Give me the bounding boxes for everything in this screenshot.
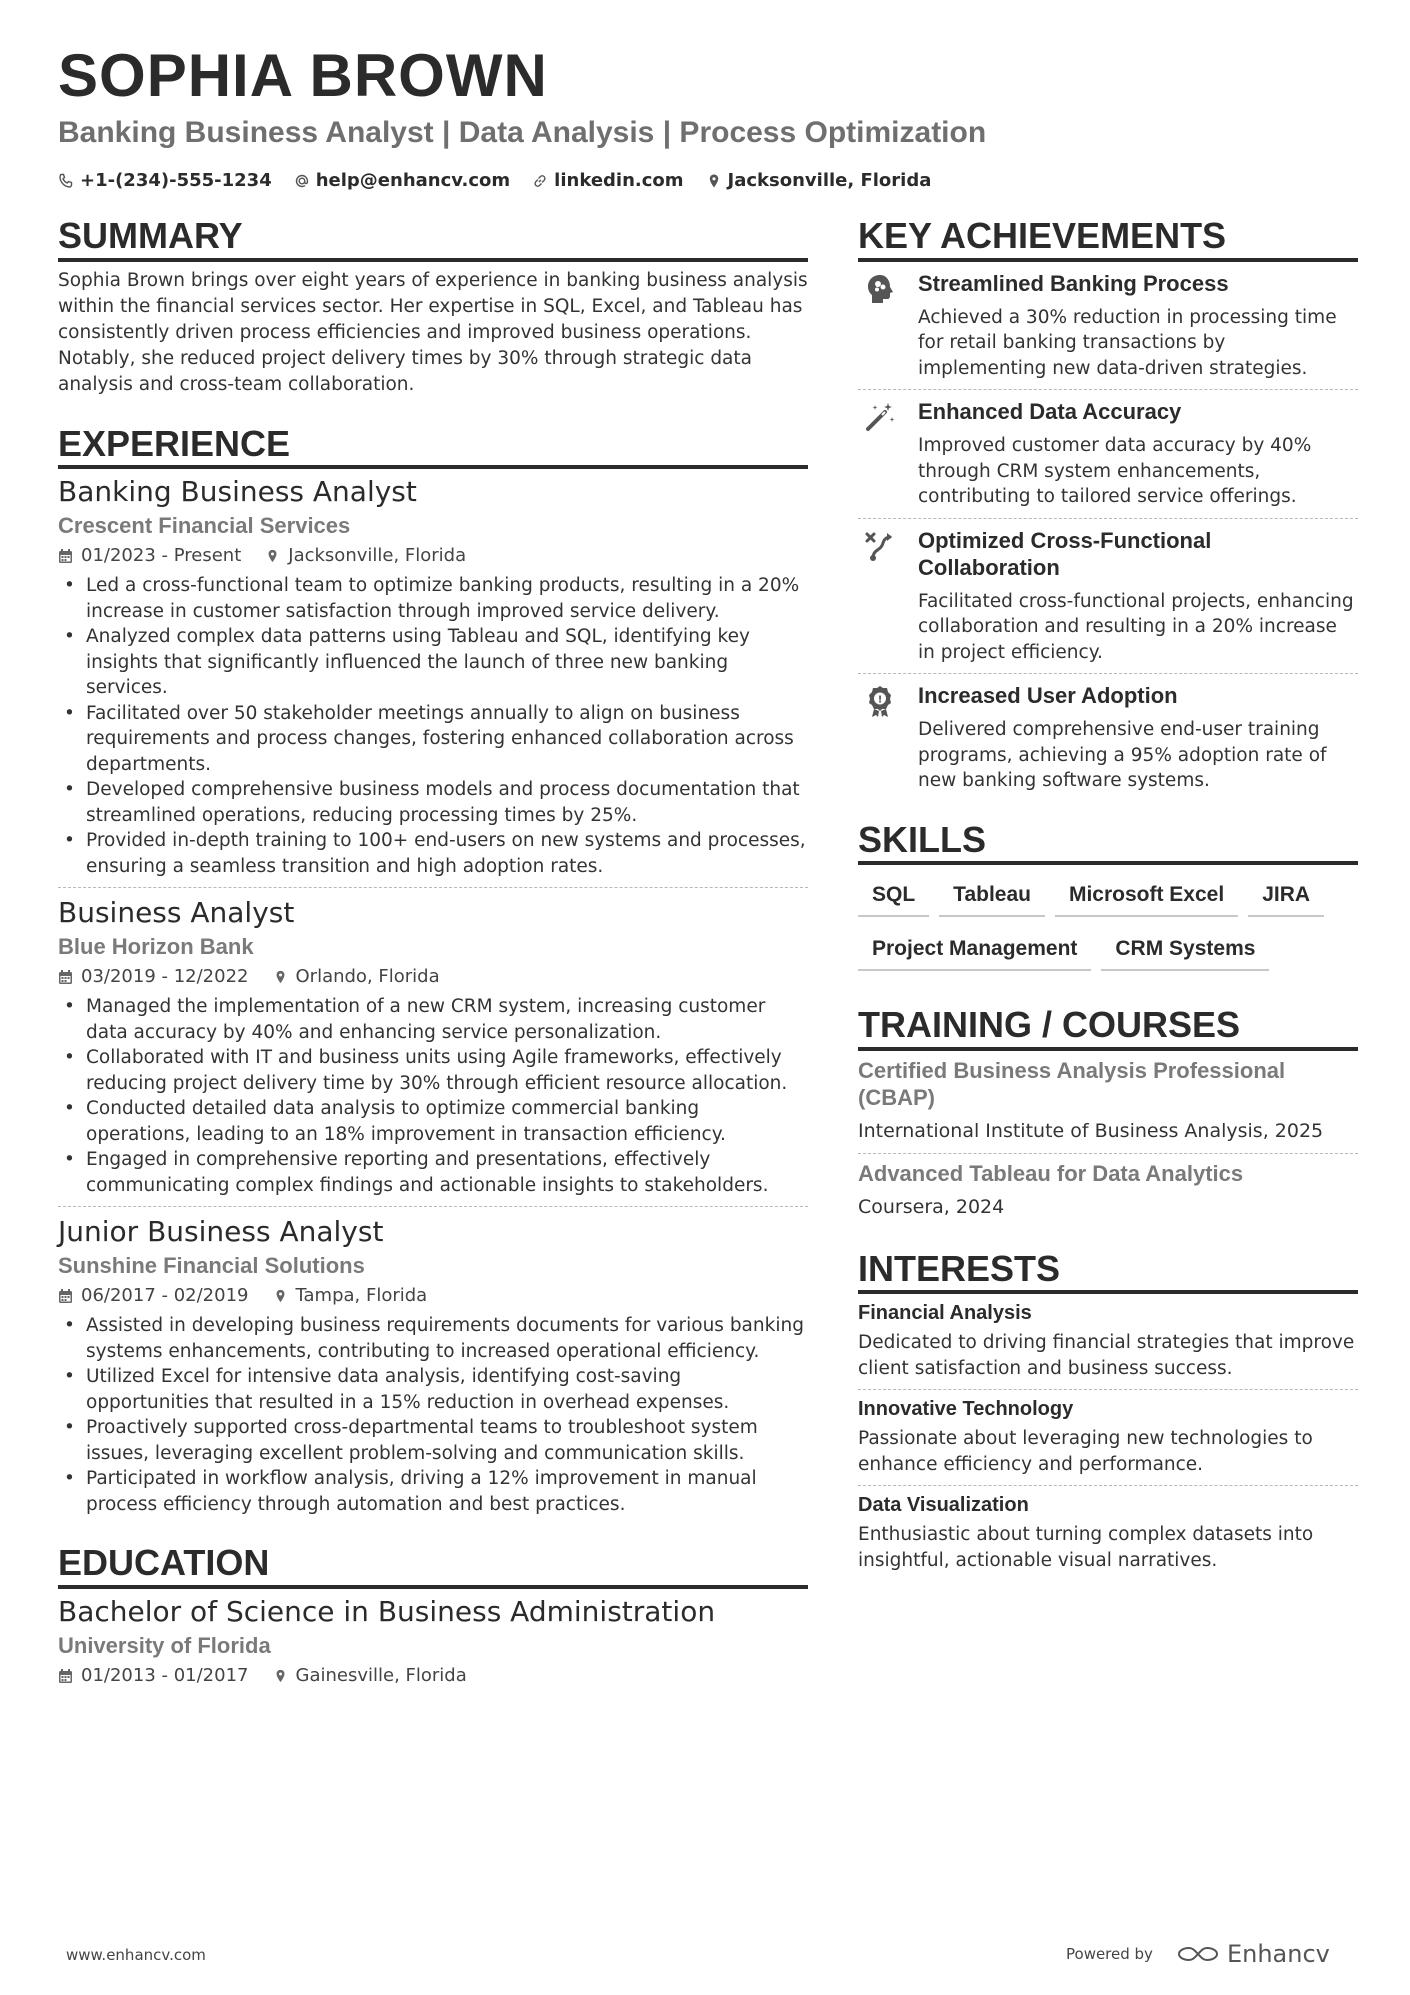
skills-section	[858, 820, 1358, 972]
skills-list	[858, 879, 1358, 971]
summary-section	[58, 216, 808, 398]
calendar-icon	[58, 1668, 73, 1684]
job-bullet: • Participated in workflow analysis, driving a 12% improvement in manual process efficiency through automation and best practices.	[58, 1466, 808, 1517]
course-title: Certified Business Analysis Professional (CBAP)	[858, 1057, 1286, 1110]
course-title: Advanced Tableau for Data Analytics	[858, 1160, 1244, 1186]
training-heading: TRAINING / COURSES	[858, 1005, 1358, 1051]
job-company: Crescent Financial Services	[58, 513, 351, 539]
location-pin-icon	[273, 969, 288, 985]
job-dates	[58, 962, 249, 992]
powered-by-label: Powered by	[1066, 1945, 1153, 1963]
calendar-icon	[58, 1288, 73, 1304]
calendar-icon	[58, 969, 73, 985]
job-location	[265, 541, 466, 571]
achievement-desc: Facilitated cross-functional projects, enhancing collaboration and resulting in a 20% increase in project efficiency.	[918, 590, 1354, 663]
achievements-section	[858, 216, 1358, 802]
interest-desc: Enthusiastic about turning complex datasets into insightful, actionable visual narratives.	[858, 1524, 1314, 1571]
achievement-body	[918, 270, 1358, 382]
location-pin-icon	[706, 173, 722, 189]
interest-desc: Dedicated to driving financial strategies that improve client satisfaction and business success.	[858, 1332, 1355, 1379]
interest-title: Financial Analysis	[858, 1302, 1032, 1325]
skill-tag: CRM Systems	[1101, 933, 1269, 971]
job-location-text: Orlando, Florida	[295, 966, 440, 988]
education-entry	[58, 1589, 808, 1691]
location-pin-icon	[273, 1668, 288, 1684]
course-item	[858, 1153, 1358, 1229]
summary-heading: SUMMARY	[58, 216, 808, 262]
summary-text: Sophia Brown brings over eight years of experience in banking business analysis within the financial services sector. Her expertise in SQL, Excel, and Tableau has consistently driven process efficiencies and improved business operations. Notably, she reduced project delivery times by 30% through strategic data analysis and cross-team collaboration.	[58, 269, 808, 395]
skill-tag: Project Management	[858, 933, 1091, 971]
achievement-title: Enhanced Data Accuracy	[918, 399, 1182, 425]
left-column	[58, 216, 808, 1691]
job-bullet: • Facilitated over 50 stakeholder meetings annually to align on business requirements and process changes, fostering enhanced collaboration across departments.	[58, 701, 808, 778]
experience-section	[58, 424, 808, 1518]
head-brain-icon	[863, 272, 897, 306]
achievement-icon-wrap	[858, 527, 902, 666]
job-title: Banking Business Analyst	[58, 475, 417, 509]
skill-tag: JIRA	[1248, 879, 1324, 917]
brand-name: Enhancv	[1226, 1940, 1330, 1968]
contact-location-text: Jacksonville, Florida	[727, 170, 932, 191]
course-item	[858, 1051, 1358, 1153]
achievement-item	[858, 518, 1358, 674]
achievement-body	[918, 527, 1358, 666]
training-section	[858, 1005, 1358, 1229]
job-bullet: • Led a cross-functional team to optimize banking products, resulting in a 20% increase in customer satisfaction through improved service delivery.	[58, 573, 808, 624]
job-bullet: • Utilized Excel for intensive data analysis, identifying cost-saving opportunities that resulted in a 15% reduction in overhead expenses.	[58, 1364, 808, 1415]
brand-logo[interactable]	[1175, 1940, 1330, 1968]
job-location	[273, 962, 440, 992]
achievement-item	[858, 262, 1358, 390]
job-entry	[58, 887, 808, 1198]
magic-wand-icon	[863, 400, 897, 434]
skill-tag: Tableau	[939, 879, 1045, 917]
job-dates-text: 03/2019 - 12/2022	[81, 966, 249, 988]
contact-phone[interactable]	[58, 170, 272, 191]
education-degree: Bachelor of Science in Business Administration	[58, 1594, 716, 1628]
job-bullets	[58, 1313, 808, 1517]
interest-title: Data Visualization	[858, 1494, 1029, 1517]
interest-item	[858, 1389, 1358, 1485]
footer-url[interactable]: www.enhancv.com	[66, 1946, 206, 1964]
contact-linkedin[interactable]	[532, 170, 683, 191]
education-section	[58, 1543, 808, 1691]
job-bullet: • Collaborated with IT and business units using Agile frameworks, effectively reducing project delivery time by 30% through efficient resource allocation.	[58, 1045, 808, 1096]
interest-desc: Passionate about leveraging new technologies to enhance efficiency and performance.	[858, 1428, 1313, 1475]
achievement-desc: Improved customer data accuracy by 40% through CRM system enhancements, contributing to tailored service offerings.	[918, 435, 1312, 508]
education-dates-text: 01/2013 - 01/2017	[81, 1664, 249, 1686]
skills-heading: SKILLS	[858, 820, 1358, 866]
footer-powered-by	[1066, 1940, 1330, 1968]
achievement-item	[858, 673, 1358, 802]
job-location-text: Jacksonville, Florida	[288, 545, 467, 567]
job-company: Sunshine Financial Solutions	[58, 1253, 365, 1279]
education-location-text: Gainesville, Florida	[295, 1664, 467, 1686]
education-heading: EDUCATION	[58, 1543, 808, 1589]
job-title: Junior Business Analyst	[58, 1215, 384, 1249]
calendar-icon	[58, 548, 73, 564]
job-bullet: • Developed comprehensive business models and process documentation that streamlined operations, reducing processing times by 25%.	[58, 777, 808, 828]
location-pin-icon	[265, 548, 280, 564]
achievement-icon-wrap	[858, 682, 902, 794]
job-bullet: • Engaged in comprehensive reporting and presentations, effectively communicating complex findings and actionable insights to stakeholders.	[58, 1147, 808, 1198]
achievement-icon-wrap	[858, 270, 902, 382]
interest-item	[858, 1294, 1358, 1389]
job-dates	[58, 1281, 249, 1311]
education-location	[273, 1661, 467, 1691]
achievement-body	[918, 398, 1358, 510]
course-org: Coursera, 2024	[858, 1195, 1005, 1218]
contact-phone-text: +1-(234)-555-1234	[80, 170, 272, 191]
contact-email-text: help@enhancv.com	[315, 170, 511, 191]
contact-email[interactable]	[294, 170, 510, 191]
achievements-heading: KEY ACHIEVEMENTS	[858, 216, 1358, 262]
job-bullets	[58, 994, 808, 1198]
job-bullets	[58, 573, 808, 879]
achievement-body	[918, 682, 1358, 794]
enhancv-logo-icon	[1175, 1942, 1221, 1966]
location-pin-icon	[273, 1288, 288, 1304]
right-column	[858, 216, 1358, 1581]
job-bullet: • Analyzed complex data patterns using Tableau and SQL, identifying key insights that significantly influenced the launch of three new banking services.	[58, 624, 808, 701]
job-entry	[58, 469, 808, 879]
achievement-title: Increased User Adoption	[918, 683, 1178, 709]
education-meta	[58, 1661, 808, 1691]
skill-tag: Microsoft Excel	[1055, 879, 1238, 917]
candidate-name: SOPHIA BROWN	[58, 42, 548, 109]
skill-tag: SQL	[858, 879, 929, 917]
education-dates	[58, 1661, 249, 1691]
job-meta	[58, 962, 808, 992]
job-bullet: • Assisted in developing business requirements documents for various banking systems enhancements, contributing to increased operational efficiency.	[58, 1313, 808, 1364]
course-org: International Institute of Business Analysis, 2025	[858, 1119, 1324, 1142]
link-icon	[532, 173, 548, 189]
interests-heading: INTERESTS	[858, 1249, 1358, 1295]
phone-icon	[58, 173, 74, 189]
achievement-item	[858, 389, 1358, 518]
contact-linkedin-text: linkedin.com	[554, 170, 684, 191]
achievement-icon-wrap	[858, 398, 902, 510]
job-title: Business Analyst	[58, 896, 295, 930]
candidate-headline: Banking Business Analyst | Data Analysis | Process Optimization	[58, 116, 987, 149]
job-meta	[58, 1281, 808, 1311]
at-icon	[294, 173, 310, 189]
interest-title: Innovative Technology	[858, 1398, 1074, 1421]
job-bullet: • Proactively supported cross-departmental teams to troubleshoot system issues, leveraging excellent problem-solving and communication skills.	[58, 1415, 808, 1466]
job-bullet: • Conducted detailed data analysis to optimize commercial banking operations, leading to an 18% improvement in transaction efficiency.	[58, 1096, 808, 1147]
job-location-text: Tampa, Florida	[295, 1285, 428, 1307]
job-dates-text: 01/2023 - Present	[81, 545, 242, 567]
svg-text:!: !	[877, 694, 883, 706]
achievement-desc: Achieved a 30% reduction in processing time for retail banking transactions by implementing new data-driven strategies.	[918, 306, 1337, 379]
interest-item	[858, 1485, 1358, 1581]
job-bullet: • Provided in-depth training to 100+ end-users on new systems and processes, ensuring a seamless transition and high adoption rates.	[58, 828, 808, 879]
contact-bar	[58, 170, 931, 191]
education-school: University of Florida	[58, 1632, 271, 1658]
job-company: Blue Horizon Bank	[58, 934, 254, 960]
job-dates-text: 06/2017 - 02/2019	[81, 1285, 249, 1307]
route-icon	[863, 529, 897, 563]
job-dates	[58, 541, 241, 571]
job-bullet: • Managed the implementation of a new CRM system, increasing customer data accuracy by 40% and enhancing service personalization.	[58, 994, 808, 1045]
achievement-desc: Delivered comprehensive end-user training programs, achieving a 95% adoption rate of new banking software systems.	[918, 719, 1327, 792]
job-meta	[58, 541, 808, 571]
contact-location	[706, 170, 932, 191]
interests-section	[858, 1249, 1358, 1582]
achievement-title: Optimized Cross-Functional Collaboration	[918, 527, 1212, 580]
job-location	[273, 1281, 428, 1311]
award-badge-icon	[863, 684, 897, 718]
achievement-title: Streamlined Banking Process	[918, 270, 1229, 296]
experience-heading: EXPERIENCE	[58, 424, 808, 470]
job-entry	[58, 1206, 808, 1517]
